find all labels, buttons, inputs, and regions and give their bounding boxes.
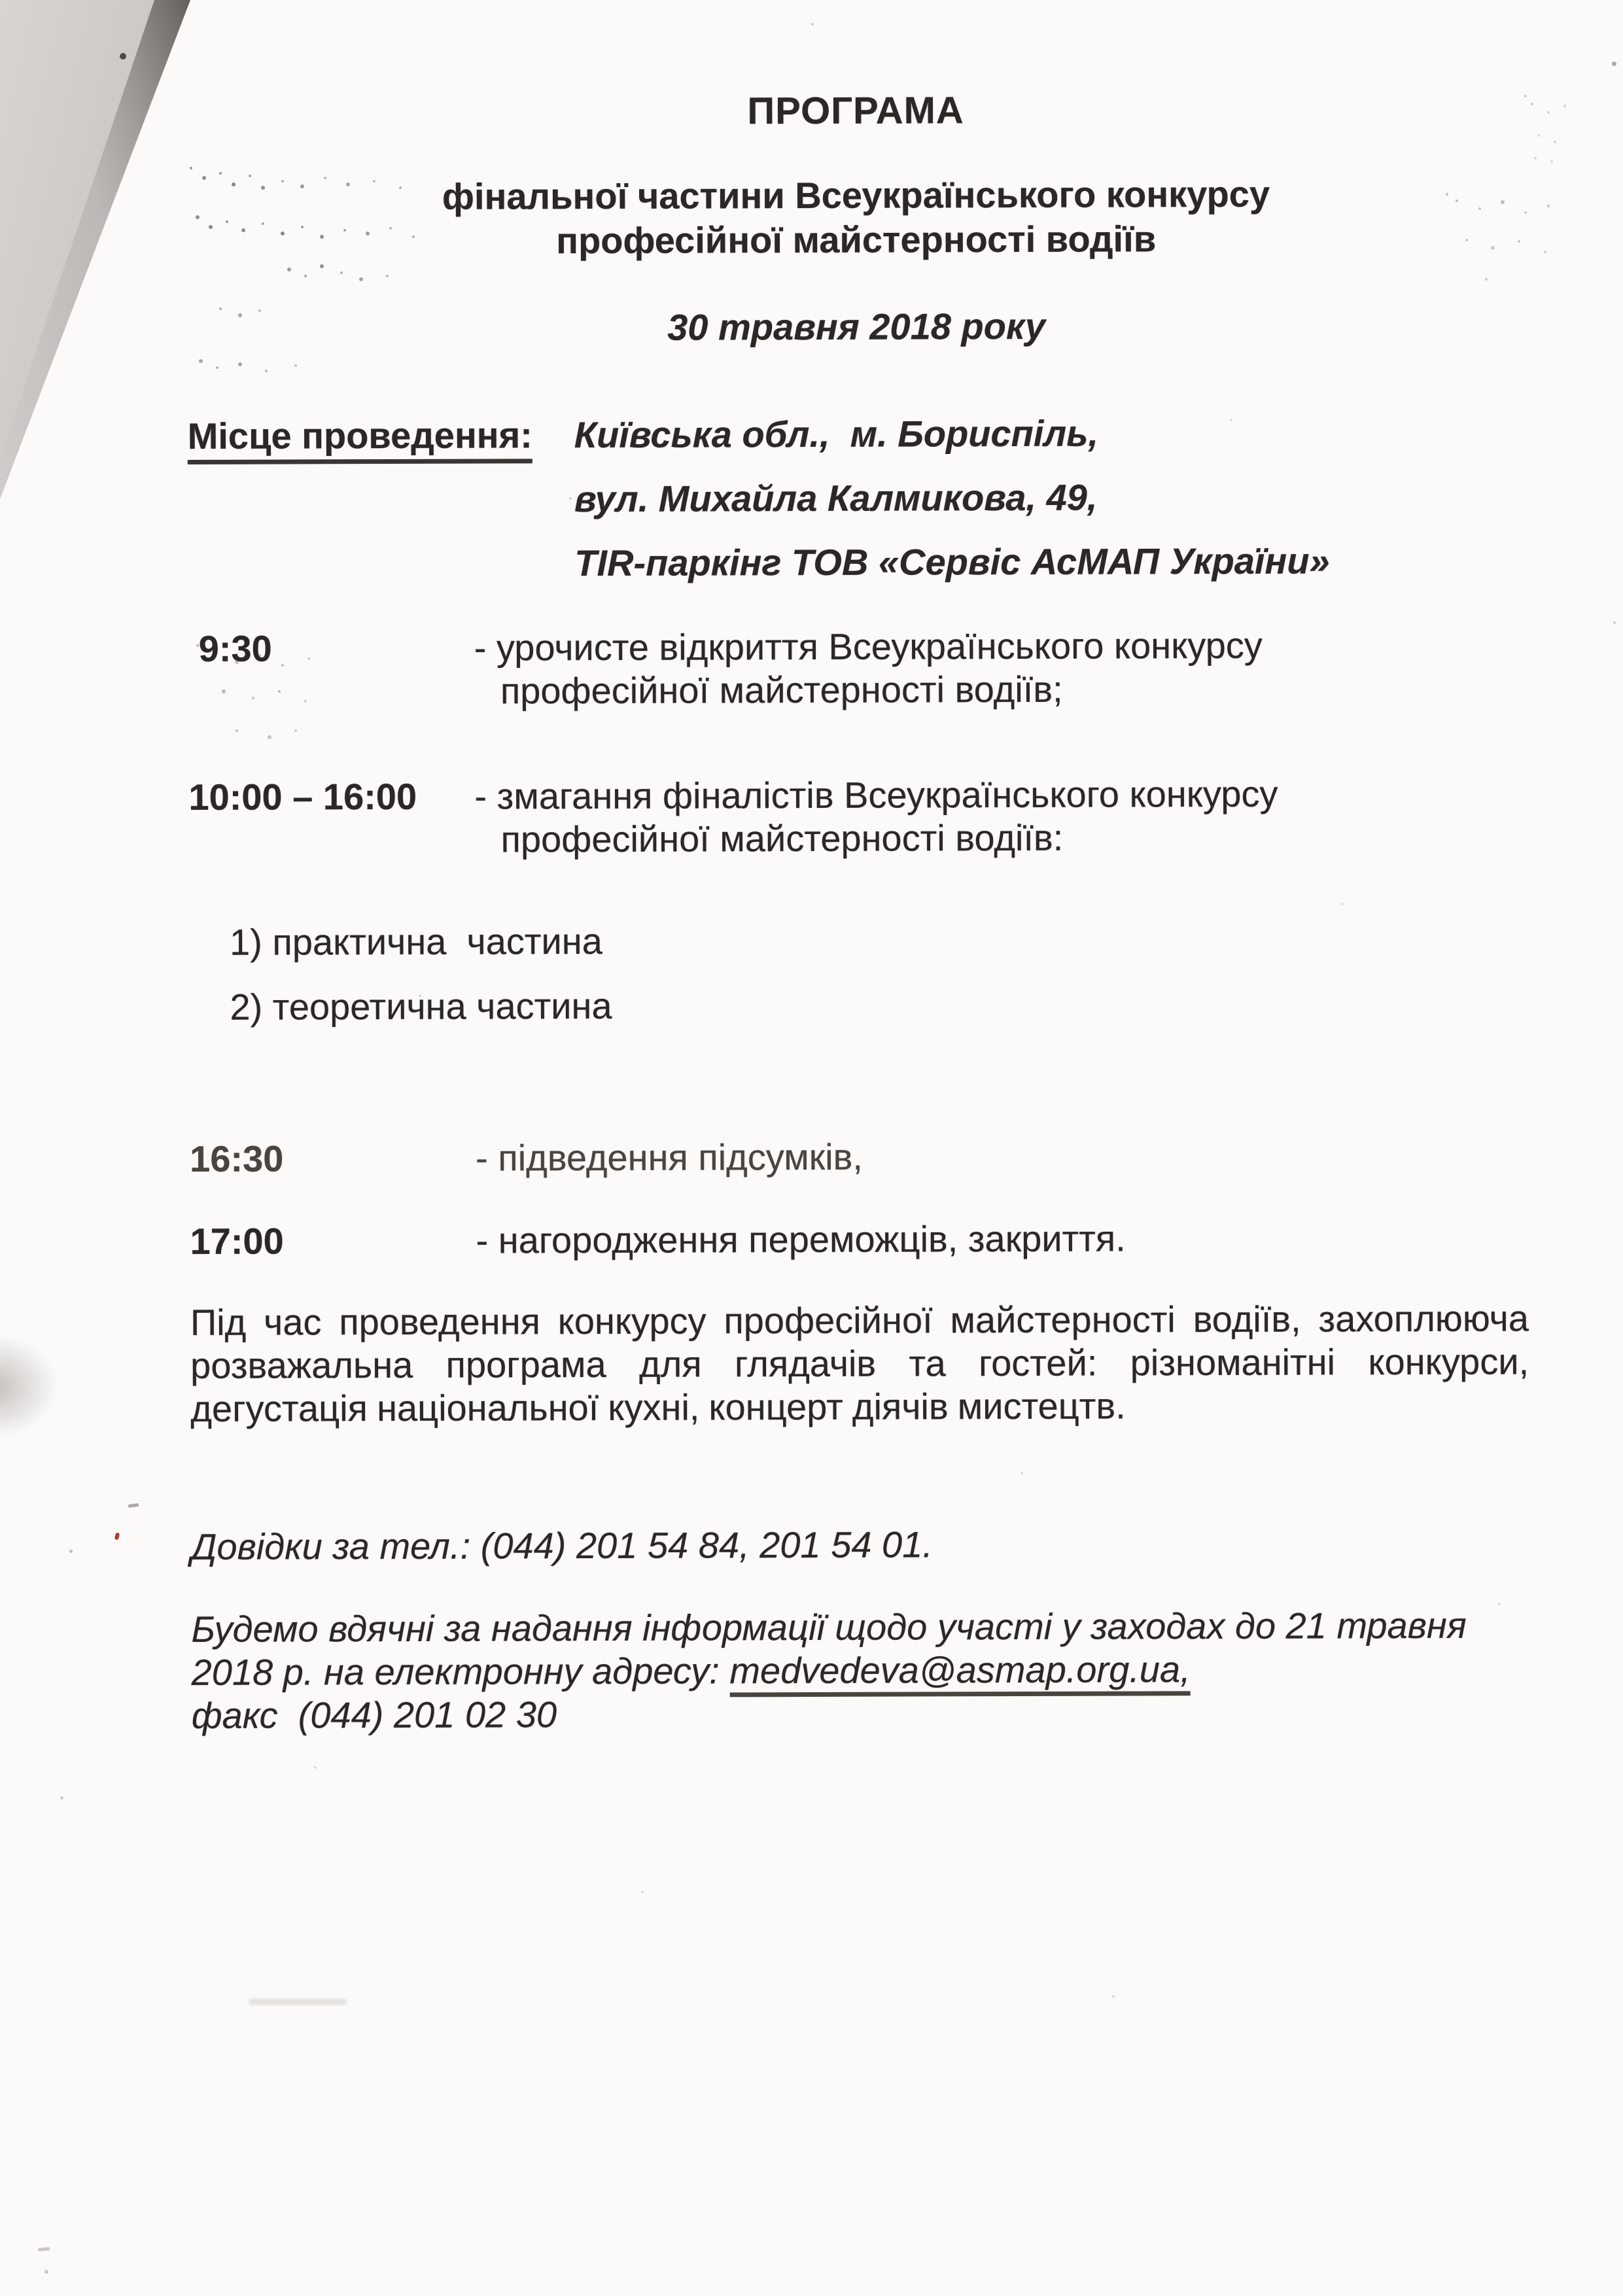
subtitle-line-1: фінальної частини Всеукраїнського конкурсу bbox=[442, 173, 1270, 217]
participation-note bbox=[191, 1604, 1530, 1737]
schedule-row-awards bbox=[190, 1216, 1528, 1263]
email-address: medvedeva@asmap.org.ua bbox=[729, 1648, 1181, 1692]
schedule-time: 17:00 bbox=[190, 1220, 284, 1262]
location-label: Місце проведення: bbox=[188, 414, 532, 464]
schedule-row-results bbox=[190, 1134, 1528, 1181]
schedule-description-line: - змагання фіналістів Всеукраїнського конкурсу bbox=[474, 773, 1278, 817]
event-date: 30 травня 2018 року bbox=[667, 305, 1046, 348]
list-item-theoretical: 2) теоретична частина bbox=[230, 984, 612, 1028]
schedule-description bbox=[476, 1134, 1528, 1180]
location-address bbox=[574, 411, 1527, 585]
scan-speck bbox=[69, 1550, 73, 1553]
scan-speck bbox=[44, 2270, 48, 2274]
phone-info-line: Довідки за тел.: (044) 201 54 84, 201 54 01. bbox=[190, 1523, 933, 1567]
location-section bbox=[188, 411, 1527, 586]
email-prefix-text: 2018 р. на електронну адресу: bbox=[191, 1650, 730, 1693]
email-trailing-comma: , bbox=[1180, 1648, 1191, 1690]
scan-smudge bbox=[249, 1999, 347, 2005]
scan-speck bbox=[1612, 61, 1616, 66]
scan-speck bbox=[60, 1796, 63, 1800]
schedule-description bbox=[474, 623, 1527, 713]
page-corner-fold-artifact bbox=[0, 0, 209, 523]
list-item-practical: 1) практична частина bbox=[229, 920, 602, 963]
participation-note-line-2 bbox=[191, 1647, 1529, 1694]
schedule-time: 9:30 bbox=[198, 627, 272, 669]
scan-speck bbox=[38, 2247, 50, 2252]
schedule-description bbox=[476, 1216, 1528, 1262]
schedule-time: 16:30 bbox=[190, 1138, 284, 1179]
schedule-description-line: - нагородження переможців, закриття. bbox=[476, 1217, 1126, 1261]
red-ink-fleck bbox=[114, 1532, 120, 1540]
participation-note-line-1: Будемо вдячні за надання інформації щодо участі у заходах до 21 травня bbox=[191, 1604, 1467, 1650]
subtitle-line-2: професійної майстерності водіїв bbox=[556, 218, 1157, 262]
location-label-wrap bbox=[188, 413, 575, 586]
location-line-venue: TIR-паркінг ТОВ «Сервіс АсМАП України» bbox=[574, 540, 1330, 584]
schedule-row-opening bbox=[188, 623, 1527, 714]
schedule-description-line: - підведення підсумків, bbox=[476, 1136, 864, 1179]
fax-line: факс (044) 201 02 30 bbox=[191, 1694, 557, 1736]
document-content bbox=[186, 88, 1530, 1737]
email-underline bbox=[729, 1648, 1191, 1697]
competition-parts-list bbox=[189, 917, 1528, 1029]
entertainment-paragraph: Під час проведення конкурсу професійної майстерності водіїв, захоплююча розважальна програма для глядачів та гостей: різноманітні конкурси, дегустація національної кухні, концерт діячів мистецтв. bbox=[190, 1297, 1529, 1429]
schedule-description-line: - урочисте відкриття Всеукраїнського конкурсу bbox=[474, 624, 1263, 669]
schedule-description bbox=[474, 772, 1527, 861]
scan-noise-scatter bbox=[811, 23, 814, 26]
schedule-description-line: професійної майстерності водіїв: bbox=[500, 816, 1064, 860]
location-line-region: Київська обл., м. Бориспіль, bbox=[574, 412, 1099, 456]
scan-edge-smudge bbox=[0, 1334, 59, 1439]
schedule-description-line: професійної майстерності водіїв; bbox=[500, 668, 1063, 712]
location-line-street: вул. Михайла Калмикова, 49, bbox=[574, 476, 1098, 520]
schedule-row-competition bbox=[188, 772, 1527, 862]
document-subtitle bbox=[186, 171, 1525, 264]
scan-speck bbox=[128, 1503, 139, 1508]
schedule-time: 10:00 – 16:00 bbox=[188, 775, 417, 818]
page-title: ПРОГРАМА bbox=[747, 89, 964, 133]
